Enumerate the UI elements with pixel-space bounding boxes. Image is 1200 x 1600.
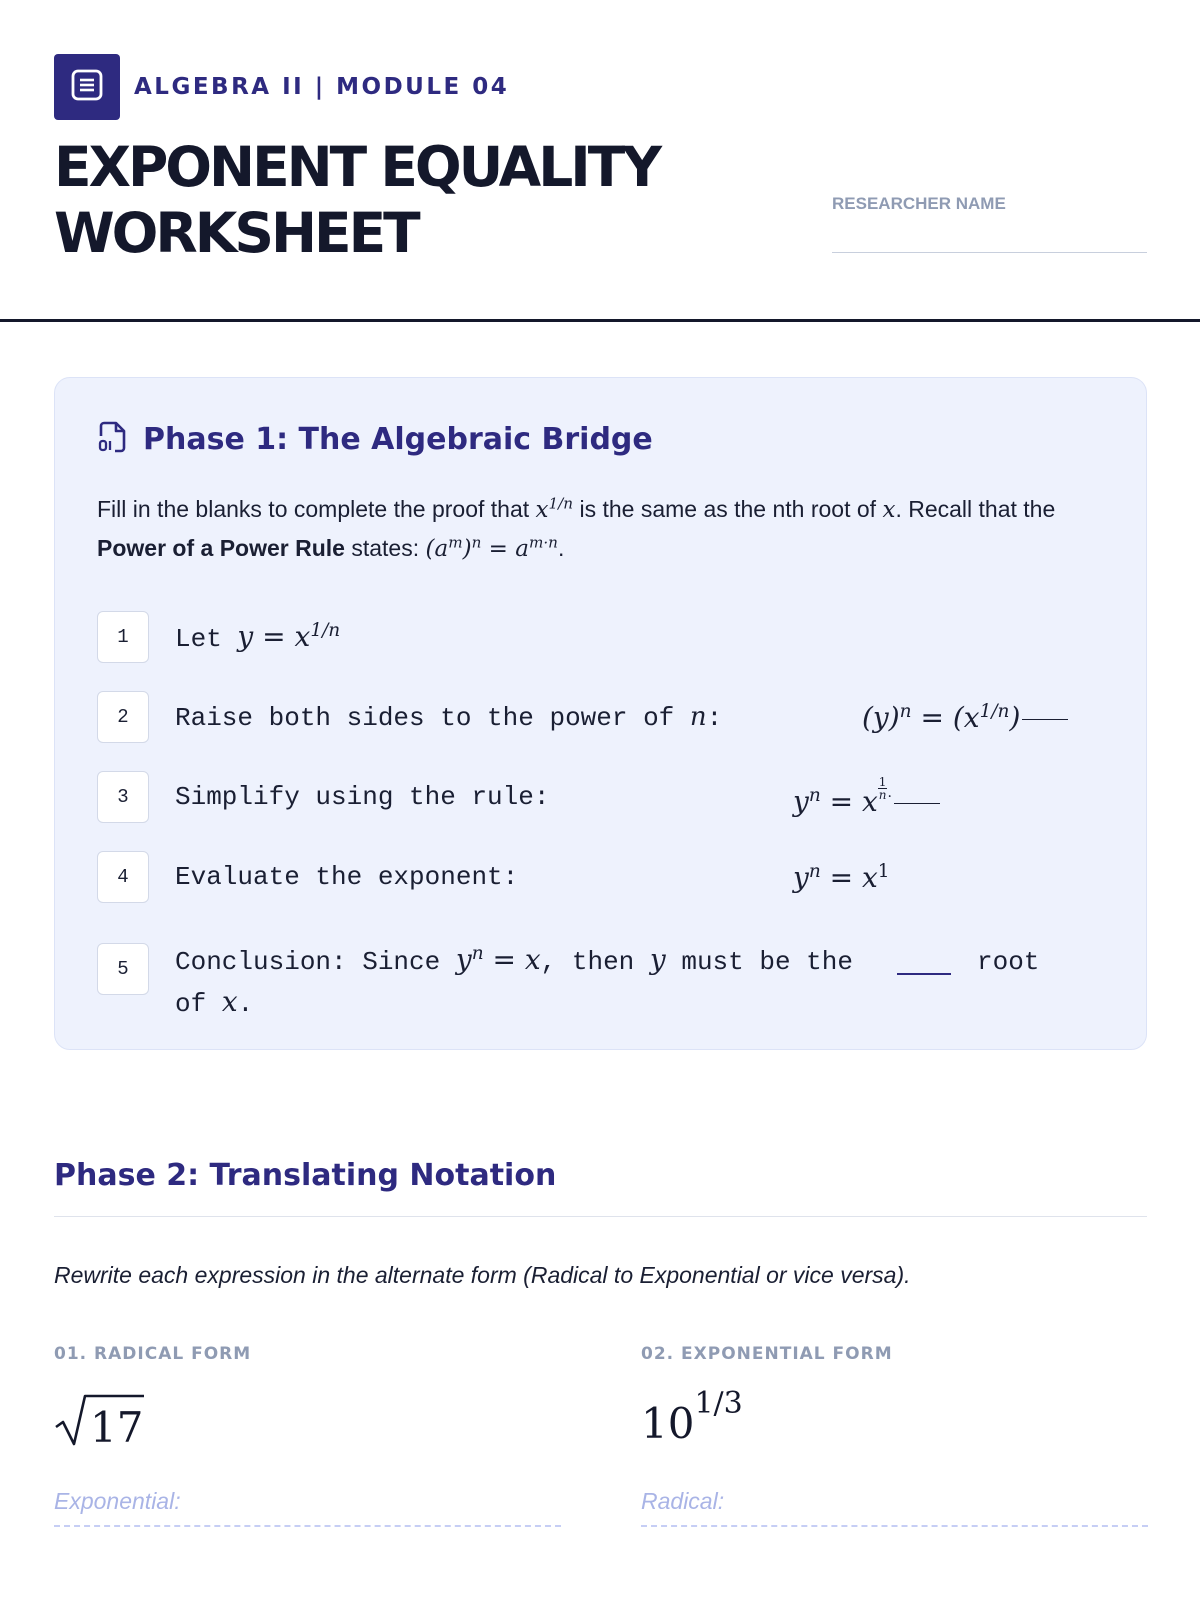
exponent-blank[interactable]: [894, 803, 940, 804]
phase1-title: Phase 1: The Algebraic Bridge: [143, 422, 653, 457]
intro-text-2: is the same as the nth root of: [579, 496, 877, 522]
proof-step: [97, 690, 1021, 744]
intro-rule-name: Power of a Power Rule: [97, 535, 345, 561]
step-text: Simplify using the rule:: [175, 782, 550, 812]
step-text: [175, 620, 340, 654]
step-label: Let: [175, 624, 222, 654]
problem-radical: [54, 1344, 561, 1527]
radical-answer-field[interactable]: Radical:: [641, 1488, 1148, 1527]
phase1-header: [97, 420, 653, 459]
page-title-line-1: EXPONENT EQUALITY: [54, 135, 660, 199]
step-number: 5: [97, 943, 149, 995]
phase1-intro: Fill in the blanks to complete the proof that $x^{1/n}$ is the same as the nth root of x. Recall that the Power of a Power Rule states: $(a^m)^n = a^{m\cdot n}$.: [97, 494, 1056, 562]
intro-text-3: . Recall that the: [895, 496, 1056, 522]
radicand: 17: [90, 1403, 144, 1452]
page-title: [54, 134, 659, 266]
document-icon: [70, 68, 104, 107]
step-label-2: , then: [540, 947, 635, 977]
step-label-3: must be the: [681, 947, 853, 977]
base: 10: [641, 1399, 695, 1448]
exponent-blank[interactable]: [1022, 719, 1068, 720]
file-binary-icon: [97, 420, 129, 459]
intro-text-1: Fill in the blanks to complete the proof that: [97, 496, 530, 522]
module-row: [54, 54, 509, 120]
module-label: ALGEBRA II | MODULE 04: [134, 74, 510, 100]
root-blank[interactable]: [897, 973, 951, 975]
proof-step: [97, 942, 1040, 1019]
proof-step: [97, 610, 341, 664]
intro-math-rule: $(a^m)^n = a^{m\cdot n}$: [425, 533, 558, 562]
step-number: 4: [97, 851, 149, 903]
problem-exponential: [641, 1344, 1148, 1527]
step-text: Conclusion: Since $y^n = x$, then y must be the root of x.: [175, 942, 1040, 1019]
module-badge: [54, 54, 120, 120]
researcher-name-line[interactable]: [832, 252, 1147, 253]
worksheet-header: [0, 0, 1200, 322]
step-text: Evaluate the exponent:: [175, 862, 519, 892]
problem-expression: [54, 1386, 561, 1452]
step-text: Raise both sides to the power of n:: [175, 701, 723, 733]
step-number: 1: [97, 611, 149, 663]
phase2-title: Phase 2: Translating Notation: [54, 1158, 557, 1193]
researcher-name-label: RESEARCHER NAME: [832, 194, 1006, 213]
step-number: 2: [97, 691, 149, 743]
researcher-name-field[interactable]: [832, 194, 1147, 253]
page-title-line-2: WORKSHEET: [54, 201, 418, 265]
step-label: Conclusion: Since: [175, 947, 441, 977]
step-equation: $y^n = x^1$: [793, 860, 890, 894]
exponential-answer-field[interactable]: Exponential:: [54, 1488, 561, 1527]
step-math: $y = x^{1/n}$: [237, 619, 341, 653]
phase2-description: Rewrite each expression in the alternate form (Radical to Exponential or vice versa).: [54, 1262, 911, 1288]
step-number: 3: [97, 771, 149, 823]
proof-step: [97, 850, 890, 904]
step-equation: $(y)^n = (x^{1/n})$: [862, 701, 1068, 734]
intro-math-x-power: $x^{1/n}$: [535, 494, 574, 523]
proof-step: [97, 770, 892, 824]
intro-math-x: x: [882, 497, 896, 523]
problem-label: 01. RADICAL FORM: [54, 1344, 252, 1364]
problem-label: 02. EXPONENTIAL FORM: [641, 1344, 893, 1364]
problem-expression: [641, 1386, 1148, 1448]
phase2-divider: [54, 1216, 1147, 1217]
intro-text-4: states:: [351, 535, 420, 561]
step-equation: $y^n = x$ $\frac{1}{n}$ ·: [793, 776, 940, 818]
step-math: n: [689, 701, 707, 732]
sqrt-symbol: [54, 1394, 146, 1452]
step-label-4: root of: [175, 947, 1040, 1019]
phase1-card: [54, 377, 1147, 1050]
step-label: Raise both sides to the power of: [175, 702, 675, 733]
exponent: 1/3: [694, 1386, 743, 1421]
